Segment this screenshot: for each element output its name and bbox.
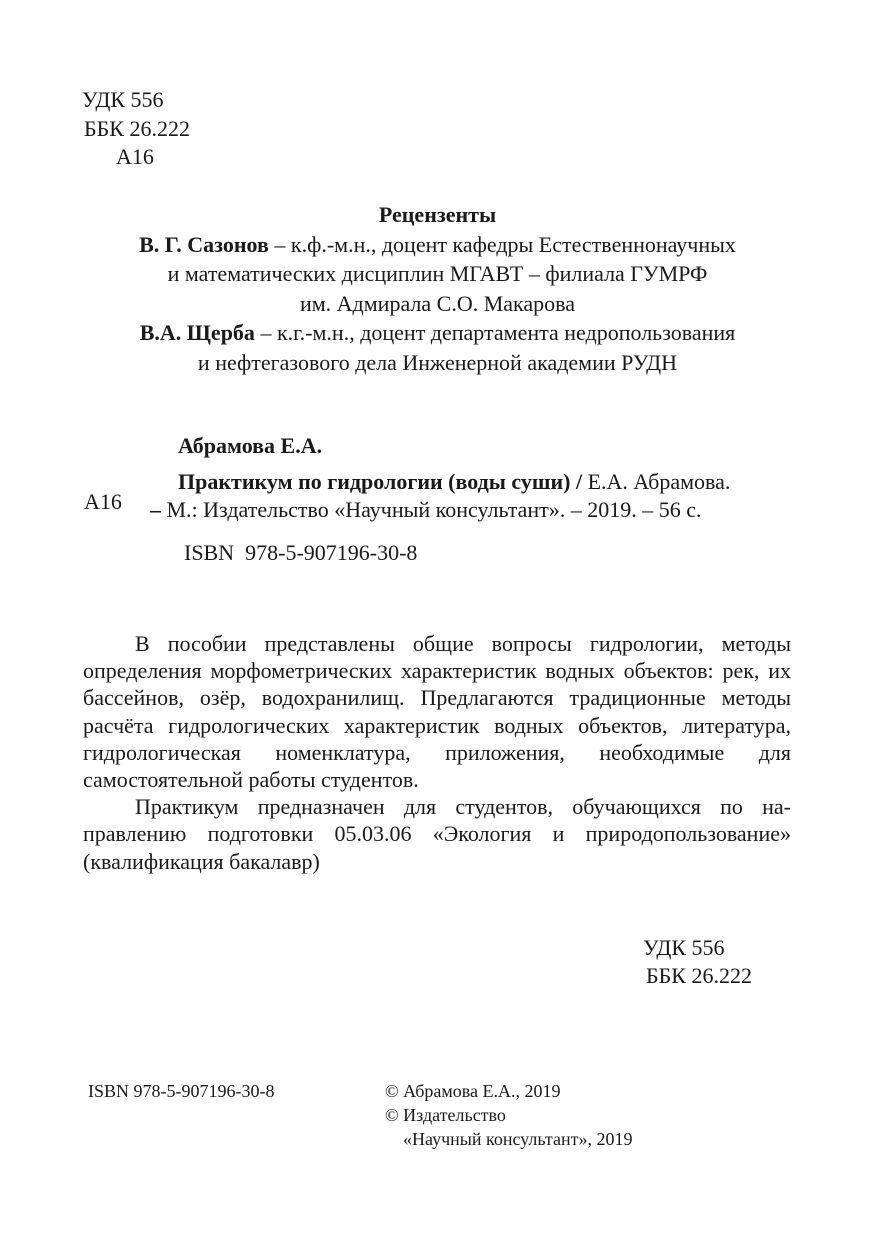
copyright-author: © Абрамова Е.А., 2019: [385, 1081, 561, 1101]
reviewer-2-credentials: – к.г.-м.н., доцент департамента недропользования: [254, 320, 736, 345]
reviewers-heading: Рецензенты: [378, 202, 497, 227]
record-mark: А16: [84, 489, 122, 514]
reviewer-1-name: В. Г. Сазонов: [139, 231, 269, 257]
footer-udk-code: УДК 556: [643, 935, 725, 960]
author-mark: А16: [116, 144, 154, 169]
reviewer-2-line-1: [0, 318, 875, 348]
reviewer-2-name: В.А. Щерба: [139, 320, 255, 345]
abstract-paragraph-2: Практикум предназначен для студентов, обучающихся по направлению подготовки 05.03.06 «Экология и природопользование» (квалификация бакалавр): [83, 794, 791, 874]
reviewer-1-line-3: им. Адмирала С.О. Макарова: [299, 290, 576, 316]
copyright-publisher: © Издательство: [385, 1105, 506, 1125]
reviewer-1-line-2: и математических дисциплин МГАВТ – филиала ГУМРФ: [167, 261, 708, 286]
abstract: [83, 630, 791, 875]
udk-code: УДК 556: [82, 87, 164, 112]
copyright-publisher-name: «Научный консультант», 2019: [403, 1129, 633, 1149]
record-publication-line: [150, 496, 702, 524]
reviewer-1-credentials: – к.ф.-м.н., доцент кафедры Естественнонаучных: [268, 231, 736, 257]
record-author: Абрамова Е.А.: [178, 433, 323, 458]
record-title: Практикум по гидрологии (воды суши) /: [178, 469, 583, 494]
abstract-paragraph-1: В пособии представлены общие вопросы гидрологии, методы определения морфометрических характеристик водных объектов: рек, их бассейнов, озёр, водохранилищ. Предлагаются традиционные методы расчёта гидрологических характеристик водных объектов, литература, гидрологическая номенклатура, приложения, необходимые для самостоятельной работы студентов.: [83, 631, 791, 793]
record-responsibility: Е.А. Абрамова.: [582, 469, 731, 494]
imprint-isbn: ISBN 978-5-907196-30-8: [88, 1081, 275, 1101]
reviewer-1-line-1: [0, 230, 875, 260]
reviewer-2-line-2: и нефтегазового дела Инженерной академии РУДН: [197, 349, 678, 375]
reviewers-block: [0, 200, 875, 377]
record-title-line: [178, 468, 730, 496]
record-publication: М.: Издательство «Научный консультант». – 2019. – 56 с.: [161, 497, 702, 522]
record-publication-dash: –: [150, 497, 161, 522]
footer-bbk-code: ББК 26.222: [646, 963, 752, 988]
record-isbn: ISBN 978-5-907196-30-8: [184, 540, 418, 565]
bbk-code: ББК 26.222: [84, 116, 190, 141]
